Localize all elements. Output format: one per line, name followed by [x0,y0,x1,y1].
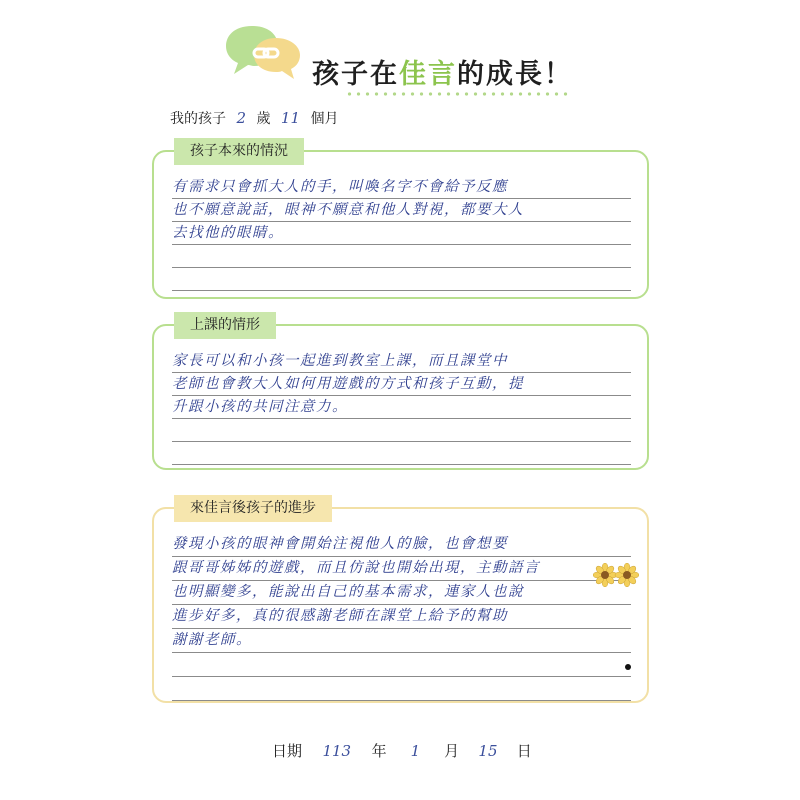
page-title: 孩子在佳言的成長！ [312,59,573,90]
ink-dot [625,664,631,670]
writing-line [172,268,631,291]
writing-line [172,653,631,677]
writing-line: 也明顯變多，能說出自己的基本需求，連家人也說 [172,581,631,605]
age-months-value: 11 [280,109,300,127]
writing-line: 去找他的眼睛。 [172,222,631,245]
section-original-situation [152,143,649,299]
writing-line: 進步好多，真的很感謝老師在課堂上給予的幫助 [172,605,631,629]
date-day-value: 15 [478,742,498,760]
title-dotted-divider [345,92,570,96]
writing-line: 發現小孩的眼神會開始注視他人的臉，也會想要 [172,533,631,557]
flower-sticker-icon [593,563,639,587]
writing-line: 謝謝老師。 [172,629,631,653]
section-heading: 來佳言後孩子的進步 [174,495,332,522]
section-class-situation [152,317,649,470]
section-progress [152,500,649,703]
writing-line [172,442,631,465]
writing-line [172,419,631,442]
age-years-value: 2 [236,109,246,127]
writing-line: 家長可以和小孩一起進到教室上課，而且課堂中 [172,350,631,373]
chat-bubbles-link-icon [222,22,304,82]
date-month-value: 1 [410,742,421,760]
writing-line [172,677,631,701]
writing-line: 老師也會教大人如何用遊戲的方式和孩子互動，提 [172,373,631,396]
writing-line [172,245,631,268]
writing-line: 升跟小孩的共同注意力。 [172,396,631,419]
section-heading: 上課的情形 [174,312,276,339]
child-age-line: 我的孩子 2 歲 11 個月 [170,109,339,127]
section-heading: 孩子本來的情況 [174,138,304,165]
date-year-value: 113 [322,742,352,760]
writing-line: 跟哥哥姊姊的遊戲，而且仿說也開始出現，主動語言 [172,557,631,581]
writing-line: 也不願意說話，眼神不願意和他人對視，都要大人 [172,199,631,222]
writing-line: 有需求只會抓大人的手，叫喚名字不會給予反應 [172,176,631,199]
date-line: 日期 113 年 1 月 15 日 [272,742,532,760]
